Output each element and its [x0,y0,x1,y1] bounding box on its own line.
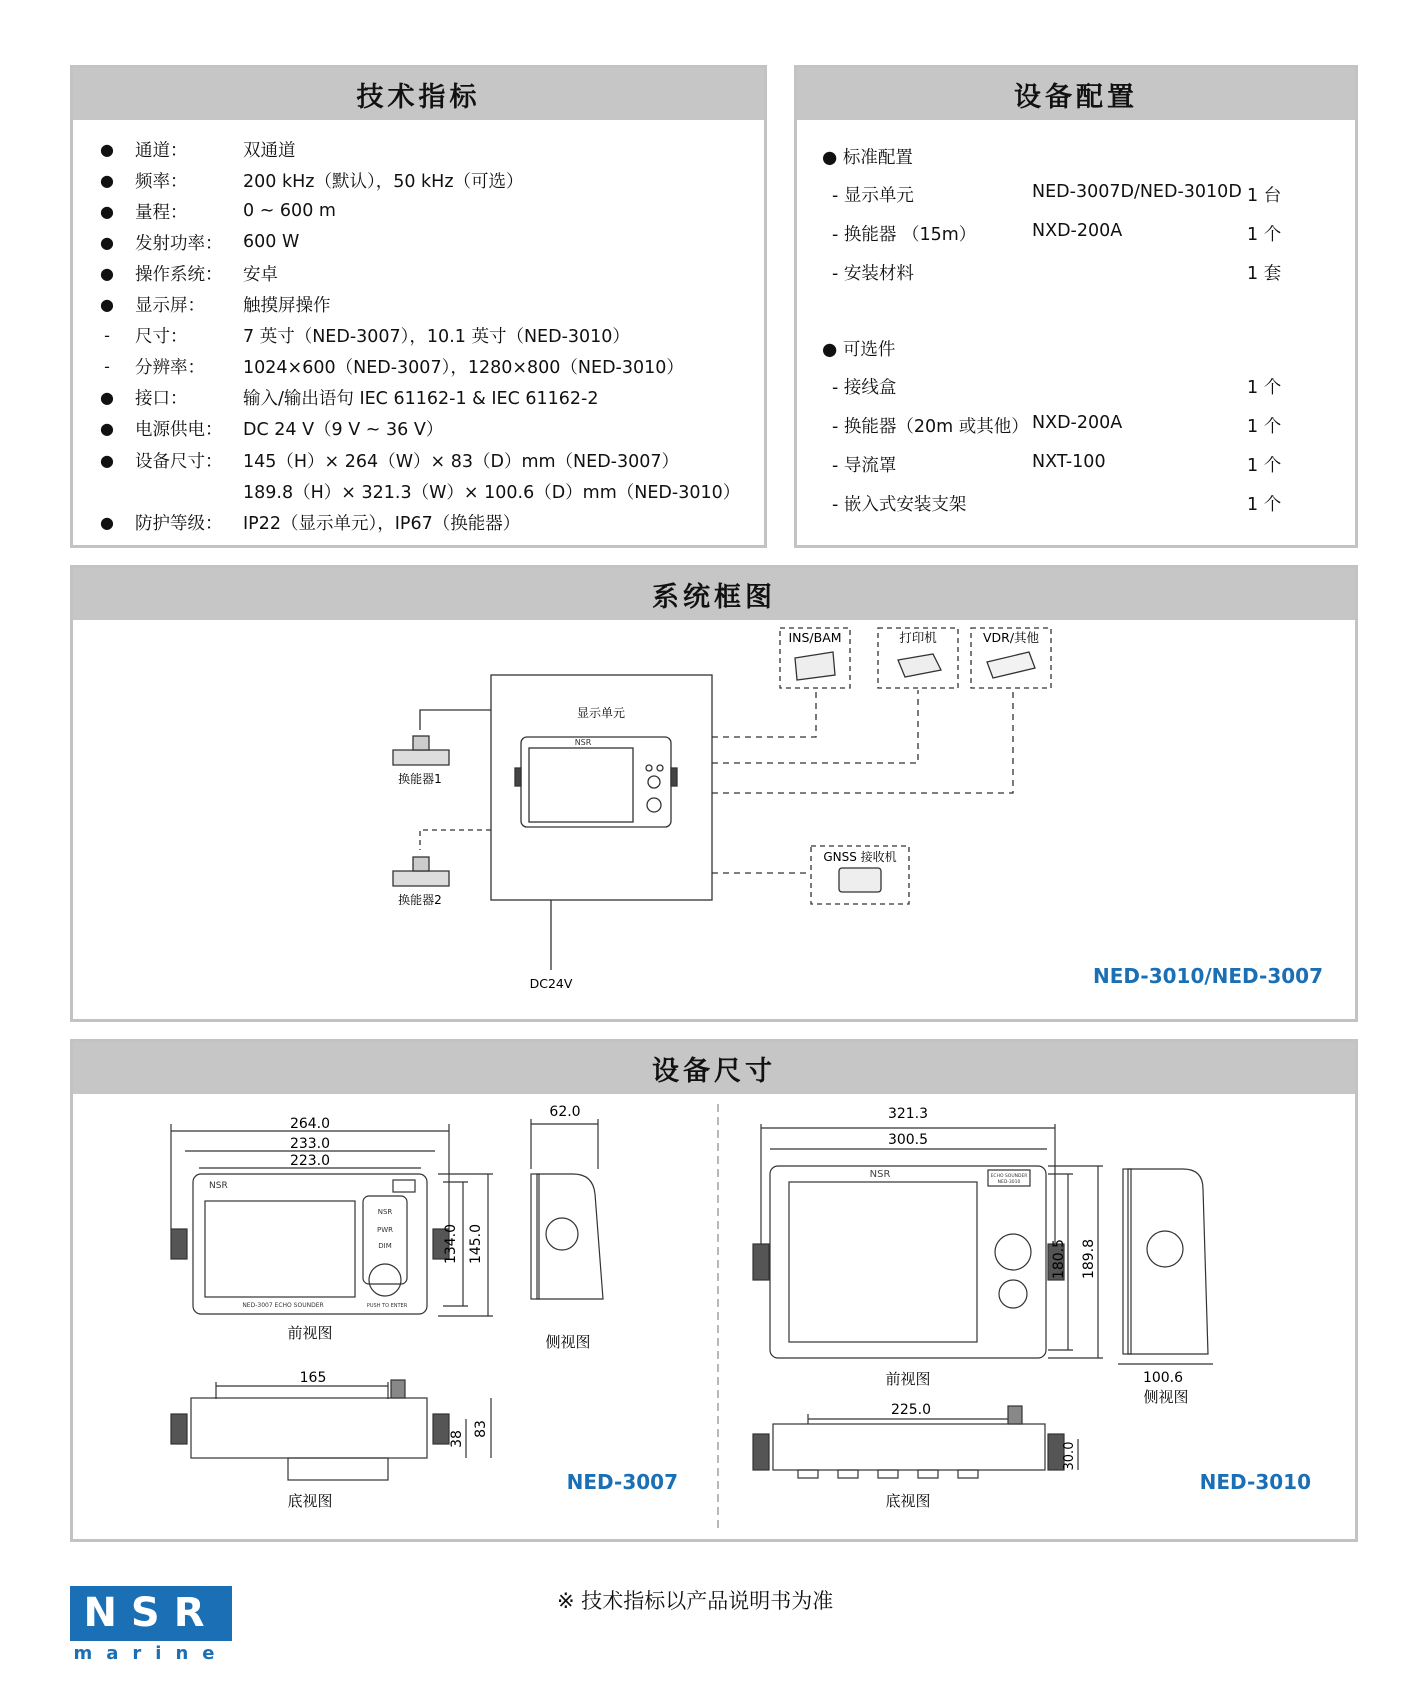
ned3007-bottom-label: 底视图 [287,1492,333,1510]
vdr-label: VDR/其他 [982,630,1040,645]
config-qty: 1 个 [1247,417,1282,437]
config-name: - 显示单元 [832,186,914,206]
ned3010-brand: NSR [869,1169,891,1180]
spec-row [73,290,764,320]
ned3007-width-264: 264.0 [289,1116,331,1132]
spec-bullet: ● [100,263,114,283]
spec-row [73,383,764,413]
config-qty: 1 个 [1247,378,1282,398]
ned3007-bottom [191,1398,427,1458]
spec-value: 189.8（H）× 321.3（W）× 100.6（D）mm（NED-3010） [243,482,741,503]
config-qty: 1 个 [1247,456,1282,476]
ned3010-width-300: 300.5 [887,1132,929,1148]
spec-value: 145（H）× 264（W）× 83（D）mm（NED-3007） [243,451,680,472]
ned3010-side-label: 侧视图 [1143,1388,1189,1406]
spec-label: 频率： [135,171,188,192]
spec-row [73,476,764,506]
ned3010-depth: 100.6 [1142,1370,1184,1386]
config-title: 设备配置 [797,68,1355,120]
spec-label: 操作系统： [135,264,223,285]
spec-row [73,445,764,475]
ned3007-btn-pwr: PWR [376,1226,394,1234]
spec-row [73,352,764,382]
spec-value: 双通道 [243,140,296,161]
config-qty: 1 个 [1247,495,1282,515]
spec-label: 尺寸： [135,327,188,348]
ned3010-model: NED-3010 [1199,1470,1311,1494]
config-name: - 嵌入式安装支架 [832,495,967,515]
spec-row [73,507,764,537]
ned3010-bottom-30: 30.0 [1062,1441,1077,1471]
config-name: - 接线盒 [832,378,897,398]
spec-row [73,321,764,351]
ned3007-btn-dim: DIM [378,1242,392,1250]
diagram-model: NED-3010/NED-3007 [1093,964,1323,988]
monitor-brand: NSR [574,738,592,747]
ned3007-side [537,1174,603,1299]
spec-bullet: ● [100,139,114,159]
diagram-panel [70,565,1358,1022]
config-qty: 1 台 [1247,186,1282,206]
spec-value: 7 英寸（NED-3007），10.1 英寸（NED-3010） [243,327,630,348]
spec-row [73,196,764,226]
ned3007-bottom-38: 38 [449,1430,465,1448]
config-name: - 安装材料 [832,264,914,284]
spec-value: 600 W [243,232,300,253]
system-diagram [73,620,1355,1019]
config-model: NXT-100 [1032,452,1106,472]
footer-note: ※ 技术指标以产品说明书为准 [557,1589,834,1613]
spec-value: 安卓 [243,264,278,285]
ned3007-height-145: 145.0 [468,1223,484,1265]
logo-nsr: NSR [70,1586,232,1641]
spec-bullet: ● [100,201,114,221]
dimension-drawings [73,1094,1355,1539]
transducer1-label: 换能器1 [398,772,442,786]
spec-bullet: ● [100,450,114,470]
spec-row [73,134,764,164]
spec-bullet: ● [100,512,114,532]
power-label: DC24V [529,976,573,991]
spec-bullet: ● [100,419,114,439]
nsr-marine-logo [70,1586,232,1666]
spec-label: 防护等级： [135,513,223,534]
spec-value: 触摸屏操作 [243,296,331,316]
config-model: NXD-200A [1032,413,1123,433]
logo-marine: marine [73,1643,229,1664]
spec-row [73,165,764,195]
spec-value: 输入/输出语句 IEC 61162-1 & IEC 61162-2 [243,389,599,410]
spec-label: 显示屏： [135,296,205,316]
ned3007-brand: NSR [209,1181,228,1191]
ned3010-side [1128,1169,1208,1354]
spec-bullet: ● [100,388,114,408]
spec-value: 200 kHz（默认），50 kHz（可选） [243,171,524,192]
spec-value: 1024×600（NED-3007），1280×800（NED-3010） [243,358,684,379]
spec-label: 通道： [135,140,188,161]
ned3007-panel-label: NED-3007 ECHO SOUNDER [242,1302,324,1309]
spec-label: 量程： [135,202,188,223]
config-name: - 换能器 （15m） [832,225,977,245]
spec-bullet: - [104,326,110,346]
ned3007-model: NED-3007 [566,1470,678,1494]
ned3007-front-label: 前视图 [287,1324,333,1342]
spec-value: 0 ~ 600 m [243,201,336,222]
dimensions-title: 设备尺寸 [73,1042,1355,1094]
printer-label: 打印机 [899,630,937,645]
ned3007-btn-nsr: NSR [377,1208,393,1216]
gnss-label: GNSS 接收机 [823,850,897,864]
ned3007-side-label: 侧视图 [545,1333,591,1351]
dimensions-panel [70,1039,1358,1542]
spec-row [73,258,764,288]
transducer2-label: 换能器2 [398,893,442,907]
ins-label: INS/BAM [788,630,842,645]
ned3010-bottom [773,1424,1045,1470]
ned3010-height-180: 180.5 [1051,1238,1067,1280]
config-qty: 1 套 [1247,264,1282,284]
ned3007-depth: 62.0 [549,1104,581,1120]
spec-row [73,227,764,257]
standard-heading: ● 标准配置 [822,148,913,168]
optional-heading: ● 可选件 [822,340,896,360]
spec-value: IP22（显示单元），IP67（换能器） [243,513,521,534]
spec-label: 接口： [135,389,188,410]
ned3010-badge-line2: NED-3010 [997,1180,1021,1185]
config-name: - 换能器（20m 或其他） [832,417,1029,437]
spec-bullet: - [104,357,110,377]
specs-title: 技术指标 [73,68,764,120]
spec-label: 电源供电： [135,420,223,441]
spec-bullet: ● [100,295,114,314]
specs-panel [70,65,767,548]
ned3010-width-321: 321.3 [887,1106,929,1122]
ned3007-bottom-165: 165 [299,1370,327,1386]
ned3007-bottom-83: 83 [473,1420,489,1438]
ned3007-height-134: 134.0 [443,1223,459,1265]
spec-label: 发射功率： [135,233,223,254]
ned3010-height-189: 189.8 [1081,1238,1097,1280]
spec-row [73,414,764,444]
spec-label: 分辨率： [135,358,205,379]
spec-value: DC 24 V（9 V ~ 36 V） [243,420,444,441]
ned3007-width-233: 233.0 [289,1136,331,1152]
ned3010-bottom-225: 225.0 [890,1402,932,1418]
ned3010-badge-line1: ECHO SOUNDER [990,1174,1028,1179]
spec-bullet: ● [100,170,114,190]
ned3010-front-label: 前视图 [885,1370,931,1388]
display-unit-label: 显示单元 [576,706,626,720]
ned3007-width-223: 223.0 [289,1153,331,1169]
config-qty: 1 个 [1247,225,1282,245]
ned3010-bottom-label: 底视图 [885,1492,931,1510]
config-panel [794,65,1358,548]
config-model: NED-3007D/NED-3010D [1032,182,1242,202]
spec-label: 设备尺寸： [135,451,223,472]
ned3007-knob-label: PUSH TO ENTER [366,1303,408,1309]
config-name: - 导流罩 [832,456,897,476]
spec-bullet: ● [100,232,114,252]
config-model: NXD-200A [1032,221,1123,241]
diagram-title: 系统框图 [73,568,1355,620]
